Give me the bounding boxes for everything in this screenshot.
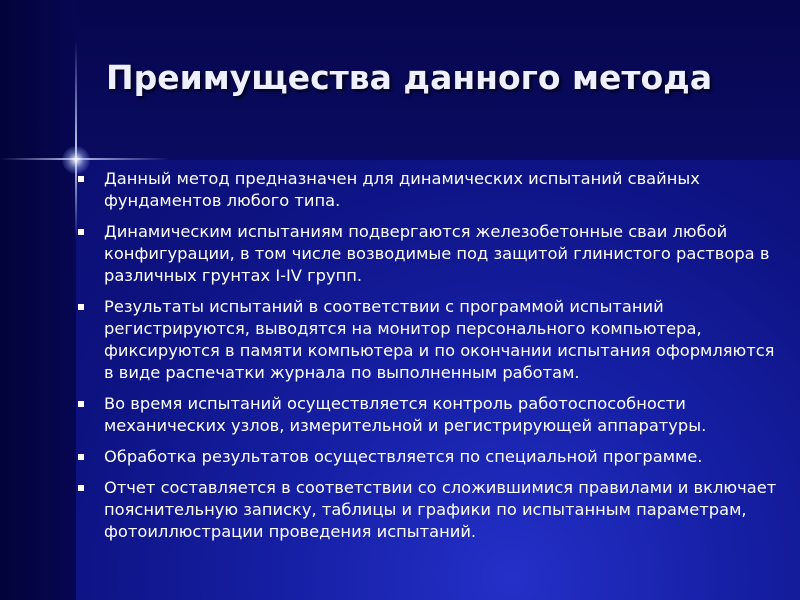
square-bullet-icon bbox=[78, 485, 84, 491]
bullet-text: Обработка результатов осуществляется по специальной программе. bbox=[104, 447, 703, 466]
bullet-list bbox=[76, 168, 782, 552]
bullet-text: Во время испытаний осуществляется контроль работоспособности механических узлов, измерительной и регистрирующей аппаратуры. bbox=[104, 394, 707, 435]
bullet-item-1 bbox=[76, 168, 782, 212]
bullet-text: Результаты испытаний в соответствии с программой испытаний регистрируются, выводятся на монитор персонального компьютера, фиксируются в памяти компьютера и по окончании испытания оформляются в виде распечатки журнала по выполненным работам. bbox=[104, 297, 775, 382]
square-bullet-icon bbox=[78, 401, 84, 407]
square-bullet-icon bbox=[78, 454, 84, 460]
bullet-item-5 bbox=[76, 446, 782, 468]
bullet-item-3 bbox=[76, 296, 782, 384]
bullet-text: Отчет составляется в соответствии со сложившимися правилами и включает пояснительную записку, таблицы и графики по испытанным параметрам, фотоиллюстрации проведения испытаний. bbox=[104, 478, 777, 541]
square-bullet-icon bbox=[78, 229, 84, 235]
bullet-text: Динамическим испытаниям подвергаются железобетонные сваи любой конфигурации, в том числе возводимые под защитой глинистого раствора в различных грунтах I-IV групп. bbox=[104, 222, 770, 285]
bullet-item-6 bbox=[76, 477, 782, 543]
slide-title: Преимущества данного метода bbox=[106, 58, 713, 97]
bullet-item-2 bbox=[76, 221, 782, 287]
left-decor-band bbox=[0, 0, 76, 600]
square-bullet-icon bbox=[78, 304, 84, 310]
square-bullet-icon bbox=[78, 176, 84, 182]
bullet-text: Данный метод предназначен для динамических испытаний свайных фундаментов любого типа. bbox=[104, 169, 700, 210]
bullet-item-4 bbox=[76, 393, 782, 437]
